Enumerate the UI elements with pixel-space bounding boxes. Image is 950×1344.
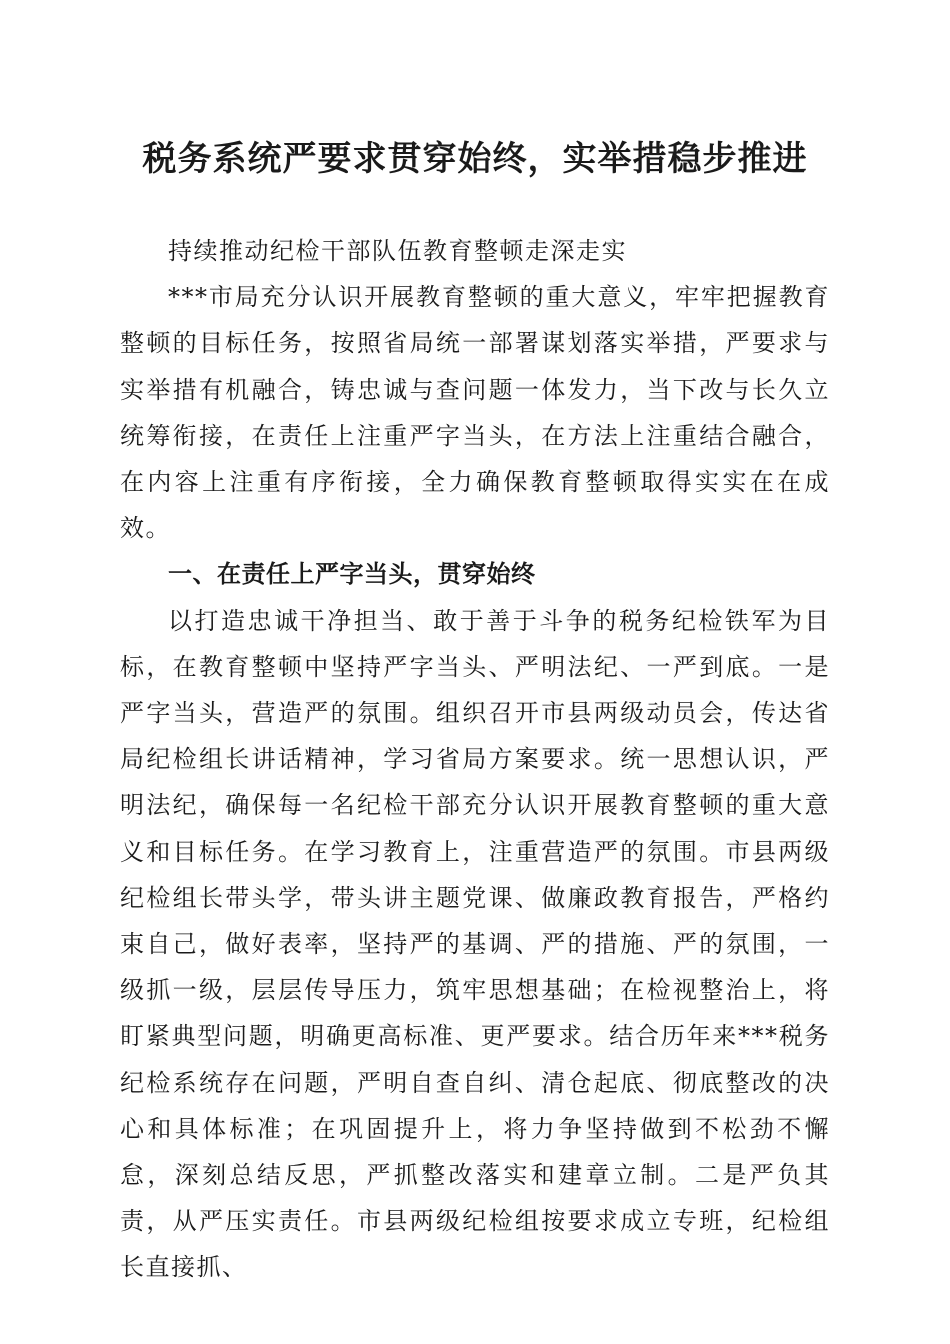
intro-paragraph: ***市局充分认识开展教育整顿的重大意义，牢牢把握教育整顿的目标任务，按照省局统一部署谋划落实举措，严要求与实举措有机融合，铸忠诚与查问题一体发力，当下改与长久立统筹衔接，在责任上注重严字当头，在方法上注重结合融合，在内容上注重有序衔接，全力确保教育整顿取得实实在在成效。 <box>120 283 830 543</box>
section-paragraph: 以打造忠诚干净担当、敢于善于斗争的税务纪检铁军为目标，在教育整顿中坚持严字当头、严明法纪、一严到底。一是严字当头，营造严的氛围。组织召开市县两级动员会，传达省局纪检组长讲话精神，学习省局方案要求。统一思想认识，严明法纪，确保每一名纪检干部充分认识开展教育整顿的重大意义和目标任务。在学习教育上，注重营造严的氛围。市县两级纪检组长带头学，带头讲主题党课、做廉政教育报告，严格约束自己，做好表率，坚持严的基调、严的措施、严的氛围，一级抓一级，层层传导压力，筑牢思想基础；在检视整治上，将盯紧典型问题，明确更高标准、更严要求。结合历年来***税务纪检系统存在问题，严明自查自纠、清仓起底、彻底整改的决心和具体标准；在巩固提升上，将力争坚持做到不松劲不懈怠，深刻总结反思，严抓整改落实和建章立制。二是严负其责，从严压实责任。市县两级纪检组按要求成立专班，纪检组长直接抓、 <box>120 606 830 1282</box>
section-heading: 一、在责任上严字当头，贯穿始终 <box>168 560 536 589</box>
document-body <box>120 228 830 1291</box>
document-subtitle: 持续推动纪检干部队伍教育整顿走深走实 <box>168 237 627 265</box>
document-title: 税务系统严要求贯穿始终，实举措稳步推进 <box>142 139 808 179</box>
